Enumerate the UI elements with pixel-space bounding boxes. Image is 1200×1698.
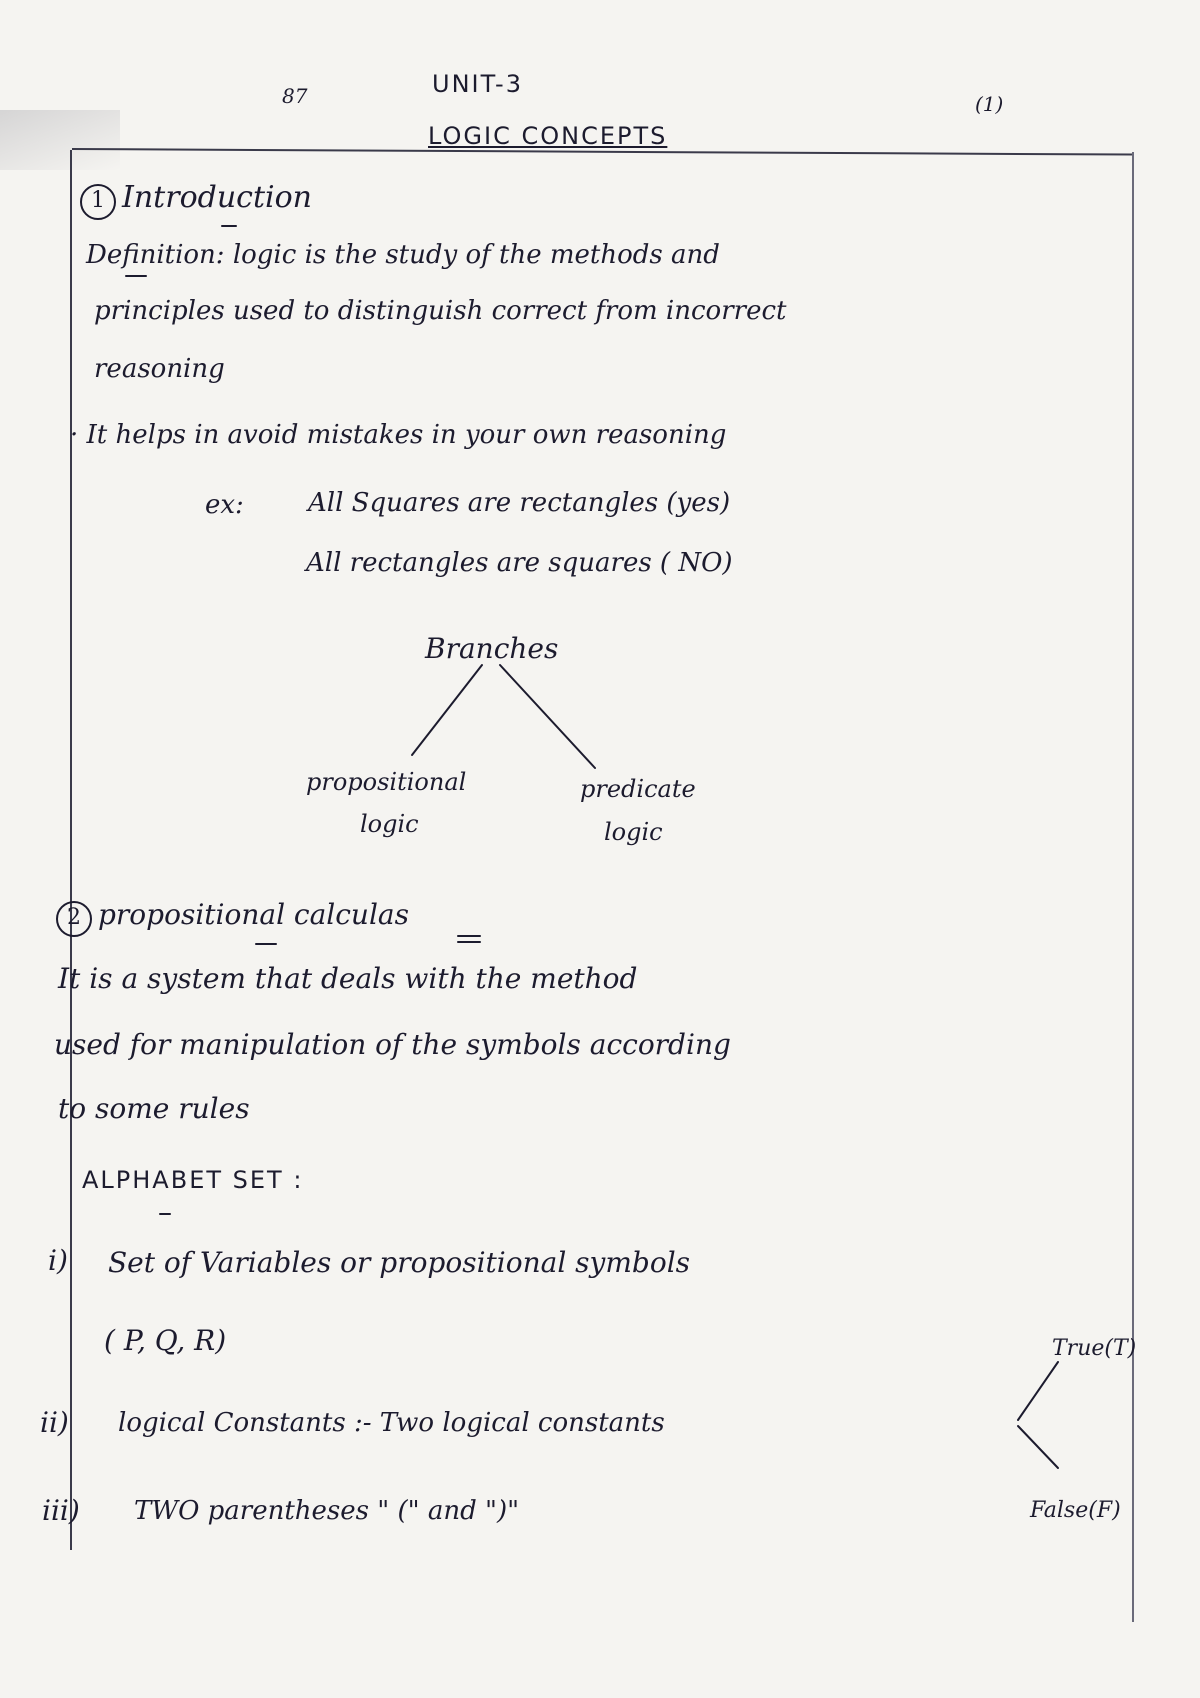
- definition-line2: principles used to distinguish correct from incorrect: [94, 296, 787, 326]
- item2-label: ii): [40, 1406, 69, 1439]
- constant-false: False(F): [1030, 1498, 1121, 1523]
- item1-sub: ( P, Q, R): [104, 1324, 227, 1357]
- branch-left-line1: propositional: [306, 768, 467, 796]
- section2-para-line2: used for manipulation of the symbols according: [54, 1028, 731, 1061]
- constant-true: True(T): [1052, 1336, 1137, 1361]
- page-smudge: [0, 110, 120, 170]
- page-number: (1): [975, 92, 1004, 116]
- section2-number: 2: [56, 901, 92, 937]
- section2-heading: [56, 898, 409, 937]
- branch-right-line2: logic: [604, 818, 663, 846]
- section1-heading: [80, 180, 312, 220]
- constant-brace-lower: [1018, 1426, 1058, 1468]
- item2-text: logical Constants :- Two logical constants: [118, 1408, 665, 1438]
- item1-text: Set of Variables or propositional symbols: [108, 1246, 691, 1279]
- example-label: ex:: [205, 490, 244, 520]
- item3-label: iii): [42, 1494, 80, 1527]
- section2-para-line3: to some rules: [58, 1092, 250, 1125]
- page-title: LOGIC CONCEPTS: [428, 122, 668, 150]
- branch-right-line1: predicate: [580, 775, 696, 803]
- branch-line-right: [500, 665, 595, 768]
- item1-label: i): [48, 1244, 68, 1277]
- page-border-right: [1132, 152, 1134, 1622]
- section1-heading-text: Introduction: [122, 180, 312, 215]
- example1: All Squares are rectangles (yes): [308, 488, 731, 518]
- definition-line1: Definition: logic is the study of the methods and: [86, 240, 720, 270]
- branch-line-left: [412, 665, 482, 755]
- definition-line3: reasoning: [94, 354, 225, 384]
- bullet-helps: · It helps in avoid mistakes in your own reasoning: [70, 420, 727, 450]
- section1-number: 1: [80, 184, 116, 220]
- page-mark: 87: [282, 84, 308, 108]
- section2-para-line1: It is a system that deals with the method: [58, 962, 638, 995]
- branches-root: Branches: [425, 632, 559, 665]
- alphabet-set-heading: ALPHABET SET :: [82, 1166, 304, 1194]
- item3-text: TWO parentheses " (" and ")": [134, 1496, 520, 1526]
- section2-heading-text: propositional calculas: [98, 898, 409, 931]
- constant-brace-upper: [1018, 1362, 1058, 1420]
- example2: All rectangles are squares ( NO): [306, 548, 733, 578]
- page-border-left: [70, 150, 72, 1550]
- unit-label: UNIT-3: [432, 70, 523, 98]
- branch-left-line2: logic: [360, 810, 419, 838]
